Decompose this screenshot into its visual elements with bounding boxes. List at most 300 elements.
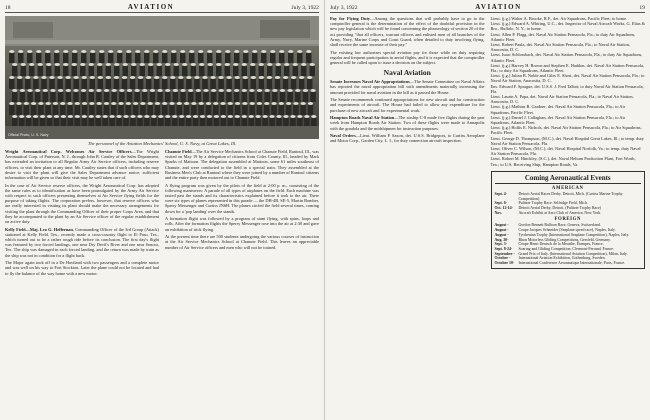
sailor-cap [82,115,87,118]
event-description: Coupe Jacques Schneider (Seaplane speed race), Naples, Italy. [518,228,616,233]
sailor-cap [133,102,138,105]
sailor-cap [280,89,285,92]
sailor-cap [214,115,219,118]
sailor-figure [36,53,42,63]
sailor-cap [54,115,59,118]
sailor-cap [308,102,313,105]
sailor-cap [146,76,151,79]
sailor-figure [24,105,30,115]
sailor-cap [165,115,170,118]
left-page-number: 18 [5,5,11,11]
sailor-figure [308,105,314,115]
sailor-figure [25,79,31,89]
sailor-cap [116,115,121,118]
sailor-cap [19,115,24,118]
sailor-cap [114,63,119,66]
sailor-figure [90,53,96,63]
sailor-cap [9,50,14,53]
right-column-2 [491,16,646,269]
sailor-cap [66,76,71,79]
sailor-cap [122,76,127,79]
sailor-figure [33,79,39,89]
sailor-cap [286,102,291,105]
sailor-cap [243,76,248,79]
sailor-figure [126,53,132,63]
sailor-cap [35,89,40,92]
sailor-cap [38,63,43,66]
event-date: Nov. [494,210,502,215]
american-events-list [495,192,642,216]
sailor-figure [272,92,278,102]
sailor-figure [72,66,78,76]
sailor-cap [72,63,77,66]
naval-order-entry: Lieut. (j.g.) Daniel J. Callaghan, det. Naval Air Station Pensacola, Fla.; to Air Squadrons, Atlantic Fleet. [490,114,626,126]
sailor-cap [96,115,101,118]
sailor-cap [96,89,101,92]
sailor-cap [90,76,95,79]
article-paragraph [330,133,485,143]
sailor-figure [259,79,265,89]
sailor-cap [220,102,225,105]
sailor-figure [98,79,104,89]
sailor-cap [158,89,163,92]
sailor-figure [90,79,96,89]
sailor-cap [228,102,233,105]
event-description: Soaring and Gliding Competition, Clermont-Ferrand, France. [518,246,615,251]
sailor-cap [66,89,71,92]
sailor-figure [108,53,114,63]
sailor-cap [55,63,60,66]
sailor-figure [157,92,163,102]
sailor-cap [127,89,132,92]
right-journal-title: AVIATION [475,3,522,11]
event-date: Sept. 4- [494,191,508,196]
sailor-cap [12,89,17,92]
sailor-cap [31,102,36,105]
sailor-figure [81,79,87,89]
paragraph-text: —The airship C-8 made five flights during the past week from Hampton Roads Air Station. Two of these flights were made to Annapolis with the gondola and the midshipmen for instruction purposes. [330,115,485,131]
sailor-figure [106,66,112,76]
paragraph-lead: Chanute Field [165,149,192,154]
sailor-cap [243,50,248,53]
sailor-figure [234,79,240,89]
sailor-cap [257,102,262,105]
event-row [495,261,642,266]
sailor-cap [148,102,153,105]
sailor-cap [213,102,218,105]
sailor-figure [300,105,306,115]
sailor-cap [259,63,264,66]
sailor-figure [63,53,69,63]
sailor-cap [63,50,68,53]
sailor-cap [111,102,116,105]
sailor-figure [249,92,255,102]
sailor-figure [54,53,60,63]
sailor-cap [186,115,191,118]
sailor-figure [82,105,88,115]
sailor-figure [17,79,23,89]
event-date: August - [494,223,509,228]
sailor-cap [9,102,14,105]
paragraph-text: —The Air Service Mechanics School at Chanute Field, Rantoul, Ill., was visited on May 19 by a delegation of citizens from Coles County, Ill., headed by Mark Sparks of Mattoon. The delegation assembled at Mattoon, some 61 miles southeast of Chanute, and were conducted to the field in a special train. They assembled at the Business Men's Club at Rantoul where they were joined by a number of Rantoul citizens and the entire party then motored out to Chanute Field. [165,149,319,181]
sailor-figure [146,79,152,89]
sailor-figure [97,66,103,76]
sailor-figure [96,92,102,102]
sailor-cap [219,89,224,92]
sailor-cap [199,63,204,66]
paragraph-text: —The Wright Aeronautical Corp. of Paterson, N. J., through John R. Cautley of the Sales Department, has extended an invitation to all Regular Army Air Service officers, including reserve officers, to visit their plant at any time. Mr. Cautley states that if such officers who may desire to visit the plant will give the Sales Department advance notice, sufficient information will be given so that their visit may be well taken care of. [5,149,159,181]
sailor-cap [279,102,284,105]
left-column-1 [5,149,159,278]
sailor-cap [194,76,199,79]
sailor-cap [57,76,62,79]
sailor-cap [242,102,247,105]
sailor-cap [154,76,159,79]
article-paragraph [165,183,319,214]
sailor-cap [177,102,182,105]
sailor-cap [216,63,221,66]
event-date: October - [494,256,511,261]
sailor-cap [227,76,232,79]
sailor-cap [307,76,312,79]
sailor-figure [16,105,22,115]
sailor-figure [154,79,160,89]
sailor-cap [106,63,111,66]
event-date: Oct. 12-14- [494,206,513,210]
sailor-cap [272,89,277,92]
sailor-figure [191,105,197,115]
sailor-cap [225,63,230,66]
sailor-cap [293,102,298,105]
sailor-cap [301,63,306,66]
sailor-cap [267,63,272,66]
sailor-cap [199,102,204,105]
sailor-cap [155,102,160,105]
paragraph-text: The Major again took off in a De Haviland with two passengers and a complete motor and was well on his way to Fort Stockton. Later the plane could not be located and had to fly the balance of the way home with a new motor. [5,260,159,276]
sailor-cap [276,63,281,66]
sailor-cap [288,89,293,92]
right-running-head [330,3,645,13]
sailor-cap [38,102,43,105]
sailor-figure [96,105,102,115]
sailor-figure [27,53,33,63]
sailor-cap [63,63,68,66]
sailor-figure [220,105,226,115]
sailor-cap [301,102,306,105]
sailor-cap [157,63,162,66]
sailor-figure [234,92,240,102]
sailor-cap [9,76,14,79]
sailor-figure [310,92,316,102]
sailor-figure [259,66,265,76]
naval-aviation-section [330,79,485,143]
sailor-cap [221,115,226,118]
sailor-cap [46,102,51,105]
sailor-figure [216,66,222,76]
group-photo [5,16,319,139]
sailor-figure [295,92,301,102]
article-paragraph [5,149,159,180]
paragraph-text: A formation flight was followed by a program of stunt flying, with spins, loops and rolls. After the formation flights the Sperry Messenger rose into the air at 2:30 and gave an exhibition of trick flying. [165,216,319,232]
sailor-cap [118,102,123,105]
sailor-cap [72,50,77,53]
sailor-cap [188,89,193,92]
sailor-cap [291,76,296,79]
sailor-figure [198,105,204,115]
sailor-cap [208,63,213,66]
sailor-cap [90,50,95,53]
sailor-cap [284,63,289,66]
sailor-figure [81,53,87,63]
sailor-figure [9,79,15,89]
sailor-figure [287,92,293,102]
sailor-figure [196,92,202,102]
sailor-figure [310,66,316,76]
sailor-cap [264,102,269,105]
sailor-figure [188,92,194,102]
paragraph-text: , Commanding Officer of the 3rd Group (Attack) stationed at Kelly Field, Tex., recently made a cross-country flight to El Paso, Tex., which turned out to be a rather rough ride before its conclusion. The first day's flight was featured by two forced landings, one near Dry Devil's River and one near Sonora, Tex. The ship was damaged in each forced landing, and the return was made by train as the ship was not in condition for a flight back. [5,226,159,258]
event-description: Detroit Aerial Derby, Detroit. (Pulitzer Trophy Race) [518,206,602,210]
sailor-figure [293,105,299,115]
sailor-cap [150,89,155,92]
sailor-cap [110,115,115,118]
sailor-figure [75,105,81,115]
sailor-cap [99,50,104,53]
sailor-figure [41,79,47,89]
sailor-figure [235,105,241,115]
sailor-cap [49,76,54,79]
sailor-figure [117,53,123,63]
sailor-figure [45,53,51,63]
sailor-figure [219,92,225,102]
sailor-cap [123,115,128,118]
sailor-figure [225,53,231,63]
sailor-figure [213,105,219,115]
sailor-cap [108,50,113,53]
sailor-figure [142,92,148,102]
sailor-figure [80,66,86,76]
sailor-figure [123,66,129,76]
sailor-cap [123,63,128,66]
sailor-figure [9,105,15,115]
sailor-figure [104,92,110,102]
sailor-cap [50,89,55,92]
sailor-figure [307,79,313,89]
sailor-cap [54,50,59,53]
event-row [495,192,642,201]
sailor-figure [131,66,137,76]
sailor-figure [38,105,44,115]
sailor-figure [233,66,239,76]
sailor-figure [57,79,63,89]
sailor-cap [283,115,288,118]
sailor-cap [228,115,233,118]
event-description: International Conference Aeronautique Internationale, Paris, France. [518,261,626,266]
sailor-cap [242,115,247,118]
sailor-cap [165,89,170,92]
sailor-cap [142,89,147,92]
sailor-cap [135,89,140,92]
sailor-figure [49,79,55,89]
naval-order-entry: Lieut. (j.g.) Julian B. Noble and Giles E. Short, det. Naval Air Station Pensacola, Fla.; to Naval Air Station, Anacostia, D. C. [490,73,645,84]
sailor-cap [290,115,295,118]
naval-orders-list [491,16,646,167]
paragraph-lead: Wright Aeronautical Corp. Welcomes Air Service Officers [5,149,132,154]
sailor-figure [58,92,64,102]
sailor-cap [235,102,240,105]
sailor-cap [256,115,261,118]
sailor-cap [191,102,196,105]
sailor-figure [242,92,248,102]
naval-aviation-heading: Naval Aviation [383,68,431,78]
sailor-cap [174,63,179,66]
sailor-cap [130,115,135,118]
sailor-cap [198,50,203,53]
sailor-cap [43,89,48,92]
sailor-cap [219,76,224,79]
sailor-cap [27,89,32,92]
sailor-cap [234,50,239,53]
left-journal-title: AVIATION [127,3,175,11]
sailor-figure [81,92,87,102]
sailor-figure [89,92,95,102]
event-description: Grand Prix of Italy. (International Aviation Competition), Milan, Italy. [518,251,628,256]
article-paragraph [330,16,485,47]
paragraph-text: —Among the questions that will probably have to go to the comptroller general is the determination of the effect of the doubtful provision in the new pay legislation which will be found concerning the phraseology of section 20 of the act providing "that all officers, warrant officers and enlisted men of all branches of the Army, Navy, Marine Corps and Coast Guard, when detailed to duty involving flying, shall receive the same increase of their pay." [330,16,485,48]
event-description: Tyrrhenian Trophy (International Seaplane Competition), Naples, Italy. [518,232,630,237]
sailor-cap [112,89,117,92]
naval-order-entry: Lieut. (j.g.) Walter A. Brooke, R.F., det. Air Squadrons, Pacific Fleet; to home. [490,16,628,21]
sailor-cap [252,50,257,53]
sailor-cap [82,76,87,79]
sailor-figure [99,53,105,63]
sailor-figure [211,92,217,102]
sailor-cap [20,89,25,92]
sailor-cap [138,76,143,79]
sailor-cap [27,50,32,53]
sailor-figure [89,66,95,76]
sailor-cap [131,63,136,66]
sailor-figure [60,105,66,115]
event-description: Rhon Motorless Gliding Competitions, Gersfeld, Germany. [518,237,611,242]
sailor-cap [82,102,87,105]
sailor-figure [198,53,204,63]
sailor-cap [267,76,272,79]
sailor-figure [12,92,18,102]
photo-caption: The personnel of the Aviation Mechanics' School, U. S. Navy, at Great Lakes, Ill. [87,141,237,146]
sailor-cap [144,50,149,53]
pay-for-flying-section [330,16,485,65]
foreign-events-label: FOREIGN [554,217,582,223]
paragraph-lead: Kelly Field—Maj. Leo G. Heffernan [5,226,73,232]
sailor-cap [158,115,163,118]
sailor-figure [18,53,24,63]
sailor-cap [47,115,52,118]
sailor-figure [126,105,132,115]
sailor-figure [261,53,267,63]
sailor-figure [173,92,179,102]
sailor-figure [267,79,273,89]
sailor-cap [259,76,264,79]
article-paragraph [165,234,319,250]
sailor-cap [33,76,38,79]
paragraph-text: The existing law authorizes special aviation pay for those while on duty requiring regular and frequent participation in aerial flights, and it is expected that the comptroller general will be called upon to issue a decision on the subject. [330,49,485,66]
sailor-figure [133,105,139,115]
sailor-figure [50,92,56,102]
sailor-cap [211,89,216,92]
sailor-figure [162,79,168,89]
sailor-figure [184,105,190,115]
event-date: Sept. 8-24- [494,246,513,251]
sailor-figure [122,79,128,89]
sailor-cap [235,115,240,118]
sailor-cap [140,63,145,66]
sailor-figure [66,92,72,102]
sailor-cap [249,89,254,92]
sailor-figure [250,66,256,76]
sailor-cap [261,50,266,53]
sailor-cap [144,115,149,118]
sailor-figure [171,53,177,63]
sailor-figure [275,79,281,89]
sailor-cap [179,115,184,118]
sailor-cap [235,76,240,79]
sailor-figure [147,105,153,115]
right-issue-date: July 3, 1922 [330,5,358,11]
sailor-cap [225,50,230,53]
event-description: Gordon Bennett Balloon Race, Geneva, Switzerland. [518,223,601,228]
sailor-figure [165,92,171,102]
sailor-cap [67,102,72,105]
sailor-cap [196,89,201,92]
sailor-figure [303,92,309,102]
sailor-cap [36,50,41,53]
foreign-events-list [495,223,642,265]
sailor-cap [250,102,255,105]
sailor-cap [24,102,29,105]
naval-order-entry: Lieut. (j.g.) Mathias B. Gardner, det. Naval Air Station Pensacola, Fla.; to Air Squadrons, Pacific Fleet. [490,104,626,115]
sailor-figure [12,66,18,76]
coming-events-box [491,171,646,269]
sailor-cap [81,50,86,53]
sailor-cap [178,76,183,79]
left-running-head [5,3,319,13]
naval-order-entry: Lieut. Isaac Schlossbach, det. Naval Air Station Pensacola, Fla.; to duty Air Squadrons, Atlantic Fleet. [490,52,643,63]
sailor-cap [73,89,78,92]
sailor-figure [53,105,59,115]
sailor-cap [46,63,51,66]
event-date: Aug. 20- [494,237,509,242]
event-date: August - [494,232,509,237]
sailor-figure [114,79,120,89]
sailor-cap [249,115,254,118]
sailor-cap [74,76,79,79]
sailor-cap [89,63,94,66]
paragraph-lead: Senate Increases Naval Air Appropriations [330,79,410,85]
sailor-cap [162,50,167,53]
sailor-figure [144,53,150,63]
sailor-figure [134,92,140,102]
sailor-cap [16,102,21,105]
paragraph-text: A flying program was given by the pilots of the field at 2:00 p. m., consisting of the following maneuvers: A parade of all types of airplanes on the field. Each machine was taxied past the stands and its characteristics explained before it took to the air. There were six types of planes represented in this parade — the DH-4B, SE-5, Martin Bomber, Sperry Messenger and Curtiss JN6H. The planes circled the field several times, coming down for a 'pop landing' over the stands. [165,182,319,214]
paragraph-text: The Senate recommends continued appropriations for new aircraft and for construction and experiments of aircraft. The House had failed to allow any expenditure for the purchase of new aircraft and for experimental work. [330,97,485,113]
sailor-cap [58,89,63,92]
sailor-figure [210,79,216,89]
sailor-cap [75,115,80,118]
sailor-figure [118,105,124,115]
sailor-figure [267,66,273,76]
naval-order-entry: Lieut. Robert M. Hinckley, (S.C.), det. Naval Helium Production Plant, Fort Worth, Tex.; to U.S. Receiving Ship, Hampton Roads, Va. [490,156,636,167]
